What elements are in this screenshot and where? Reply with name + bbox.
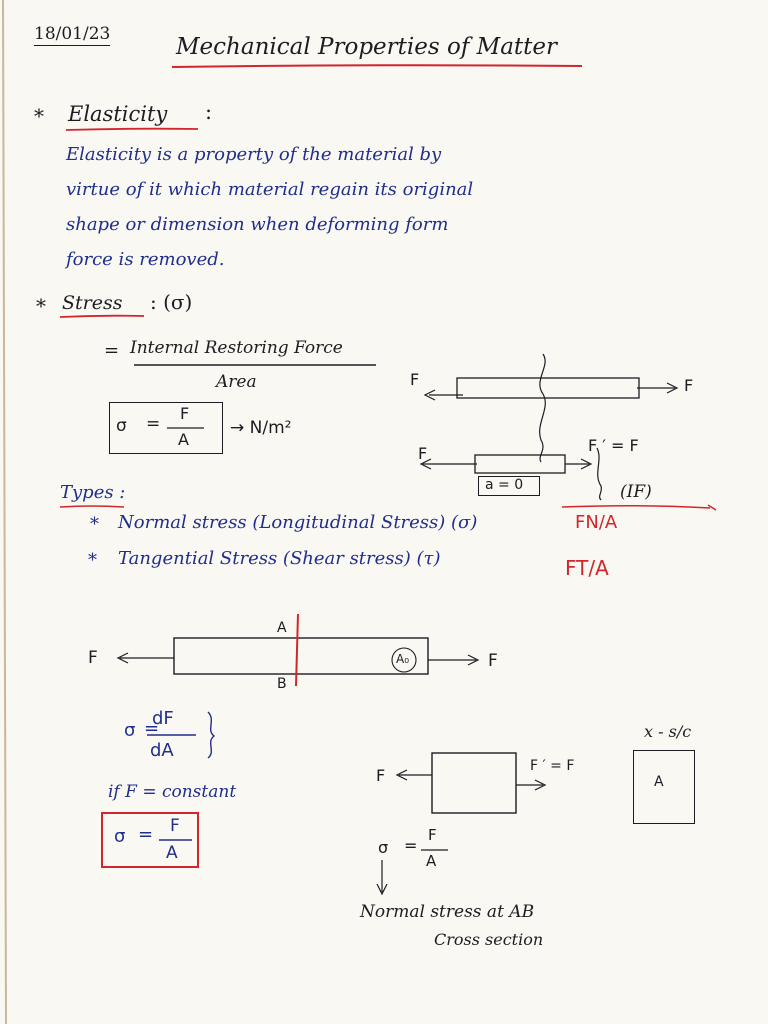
elasticity-line: virtue of it which material regain its original	[66, 179, 474, 200]
bar-force-right: F	[488, 651, 498, 671]
type-bullet: *	[88, 550, 97, 571]
derivative-sigma: σ	[124, 720, 136, 741]
elasticity-underline	[64, 126, 204, 134]
bar-label-a: A	[277, 620, 287, 636]
bar-diagram	[110, 610, 530, 690]
stress-equals: =	[104, 340, 120, 361]
rod-force-left: F	[410, 370, 420, 389]
stress-fraction-bar	[132, 362, 380, 368]
boxed-fraction-bar	[158, 838, 194, 842]
stress-rod-diagram	[405, 350, 705, 510]
element-force-prime: F ′ = F	[530, 758, 575, 774]
stress-denominator: Area	[216, 372, 257, 392]
formula-numerator: F	[180, 404, 190, 423]
type-tangential-formula: FT/A	[565, 556, 609, 580]
element-equals: =	[404, 836, 418, 855]
type-bullet: *	[90, 514, 99, 535]
date: 18/01/23	[34, 24, 111, 44]
element-down-arrow	[372, 858, 392, 898]
page-title: Mechanical Properties of Matter	[176, 34, 557, 60]
derivative-equals: =	[144, 718, 160, 739]
types-underline	[58, 503, 128, 511]
element-sigma: σ	[378, 838, 389, 857]
stress-underline	[58, 313, 148, 321]
stress-unit: → N/m²	[230, 418, 292, 438]
segment-force-prime: F ′ = F	[588, 436, 639, 455]
net-acceleration: a = 0	[485, 477, 524, 493]
elasticity-colon: :	[205, 100, 213, 124]
elasticity-line: shape or dimension when deforming form	[66, 214, 449, 235]
derivative-numerator: dF	[152, 708, 174, 729]
stress-bullet: *	[36, 294, 46, 318]
derivative-denominator: dA	[150, 740, 174, 761]
cross-section-caption: Cross section	[434, 930, 544, 949]
boxed-numerator: F	[170, 816, 180, 836]
stress-heading: Stress	[62, 292, 123, 314]
formula-denominator: A	[178, 430, 189, 449]
boxed-sigma: σ	[114, 826, 126, 847]
element-numerator: F	[428, 826, 437, 844]
element-denominator: A	[426, 852, 437, 870]
type-normal-stress: Normal stress (Longitudinal Stress) (σ)	[118, 512, 478, 533]
formula-sigma: σ	[116, 416, 127, 436]
elasticity-line: force is removed.	[66, 249, 225, 270]
boxed-equals: =	[138, 824, 154, 845]
cross-section-label: x - s/c	[644, 722, 692, 741]
boxed-denominator: A	[166, 843, 178, 863]
type-tangential-stress: Tangential Stress (Shear stress) (τ)	[118, 548, 441, 569]
elasticity-definition	[66, 137, 473, 277]
derivative-brace	[202, 710, 222, 760]
element-diagram	[385, 745, 595, 825]
normal-stress-caption: Normal stress at AB	[360, 902, 535, 922]
elasticity-bullet: *	[34, 104, 44, 128]
elasticity-line: Elasticity is a property of the material by	[66, 144, 442, 165]
element-force-left: F	[376, 766, 386, 785]
derivative-fraction-bar	[146, 733, 198, 737]
rod-force-right: F	[684, 376, 694, 395]
internal-force-label: (IF)	[620, 482, 652, 502]
constant-condition: if F = constant	[108, 782, 237, 802]
cross-section-box	[633, 750, 695, 824]
types-heading: Types :	[60, 482, 126, 503]
stress-numerator: Internal Restoring Force	[130, 338, 343, 358]
stress-symbol: : (σ)	[150, 290, 193, 314]
bar-area-label: A₀	[396, 652, 410, 666]
cross-section-area: A	[654, 774, 664, 790]
formula-equals: =	[146, 414, 161, 434]
elasticity-heading: Elasticity	[68, 102, 168, 126]
segment-force-left: F	[418, 444, 428, 463]
type-normal-formula: FN/A	[575, 512, 618, 533]
bar-force-left: F	[88, 648, 98, 668]
bar-label-b: B	[277, 676, 287, 692]
title-underline	[170, 62, 590, 72]
